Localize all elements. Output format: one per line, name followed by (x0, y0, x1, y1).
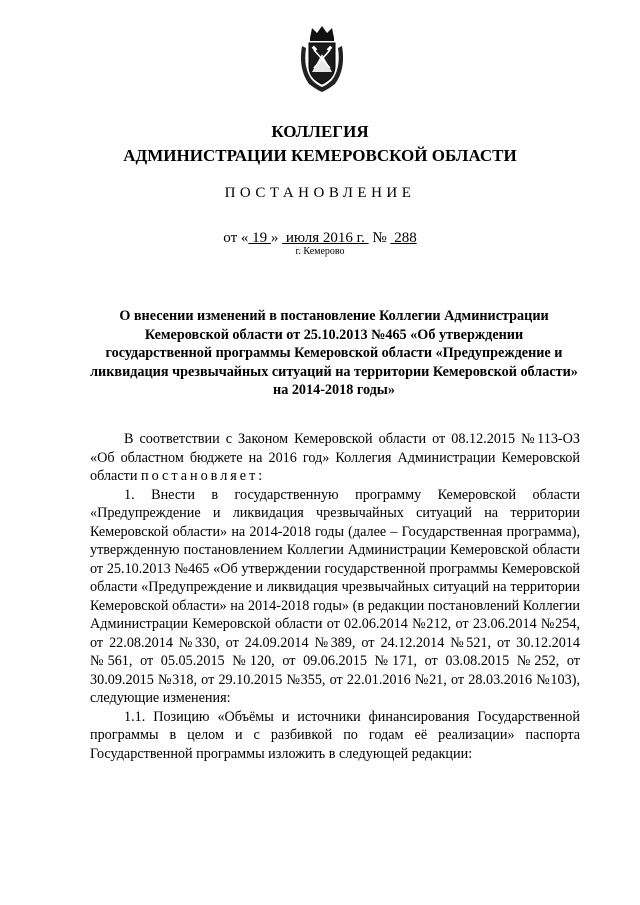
coat-of-arms-icon (297, 24, 347, 94)
city-label: г. Кемерово (295, 246, 345, 257)
paragraph-item-1: 1. Внести в государственную программу Кемеровской области «Предупреждение и ликвидация чрезвычайных ситуаций на территории Кемеровской области» на 2014-2018 годы (далее – Государственная программа), утвержденную постановлением Коллегии Администрации Кемеровской области от 25.10.2013 №465 «Об утверждении государственной программы Кемеровской области «Предупреждение и ликвидация чрезвычайных ситуаций на территории Кемеровской области» на 2014-2018 годы» (в редакции постановлений Коллегии Администрации Кемеровской области от 02.06.2014 №212, от 23.06.2014 №254, от 22.08.2014 №330, от 24.09.2014 №389, от 24.12.2014 №521, от 30.12.2014 №561, от 05.05.2015 №120, от 09.06.2015 №171, от 03.08.2015 №252, от 30.09.2015 №318, от 29.10.2015 №355, от 22.01.2016 №21, от 28.03.2016 №103), следующие изменения: (90, 486, 580, 706)
document-body (90, 430, 580, 763)
document-type: ПОСТАНОВЛЕНИЕ (224, 185, 416, 201)
date-day: 19 (248, 230, 271, 246)
paragraph-preamble (90, 430, 580, 486)
document-title: О внесении изменений в постановление Коллегии Администрации Кемеровской области от 25.10.2013 №465 «Об утверждении государственной программы Кемеровской области «Предупреждение и ликвидация чрезвычайных ситуаций на территории Кемеровской области» на 2014-2018 годы» (90, 308, 578, 398)
paragraph-item-1-1: 1.1. Позицию «Объёмы и источники финансирования Государственной программы в целом и с разбивкой по годам её реализации» паспорта Государственной программы изложить в следующей редакции: (90, 708, 580, 762)
preamble-resolves: постановляет: (140, 468, 266, 484)
org-name-line2: АДМИНИСТРАЦИИ КЕМЕРОВСКОЙ ОБЛАСТИ (123, 146, 517, 165)
number-prefix: № (368, 230, 391, 246)
date-mid: » (270, 230, 283, 246)
date-number-line (0, 228, 640, 248)
preamble-text: В соответствии с Законом Кемеровской области от 08.12.2015 №113-ОЗ «Об областном бюджете на 2016 год» Коллегия Администрации Кемеровской области (90, 431, 580, 484)
document-number: 288 (390, 230, 417, 246)
date-prefix: от « (223, 230, 249, 246)
coat-of-arms-emblem (297, 24, 347, 94)
date-month-year: июля 2016 г. (282, 230, 369, 246)
org-name-line1: КОЛЛЕГИЯ (271, 122, 369, 141)
